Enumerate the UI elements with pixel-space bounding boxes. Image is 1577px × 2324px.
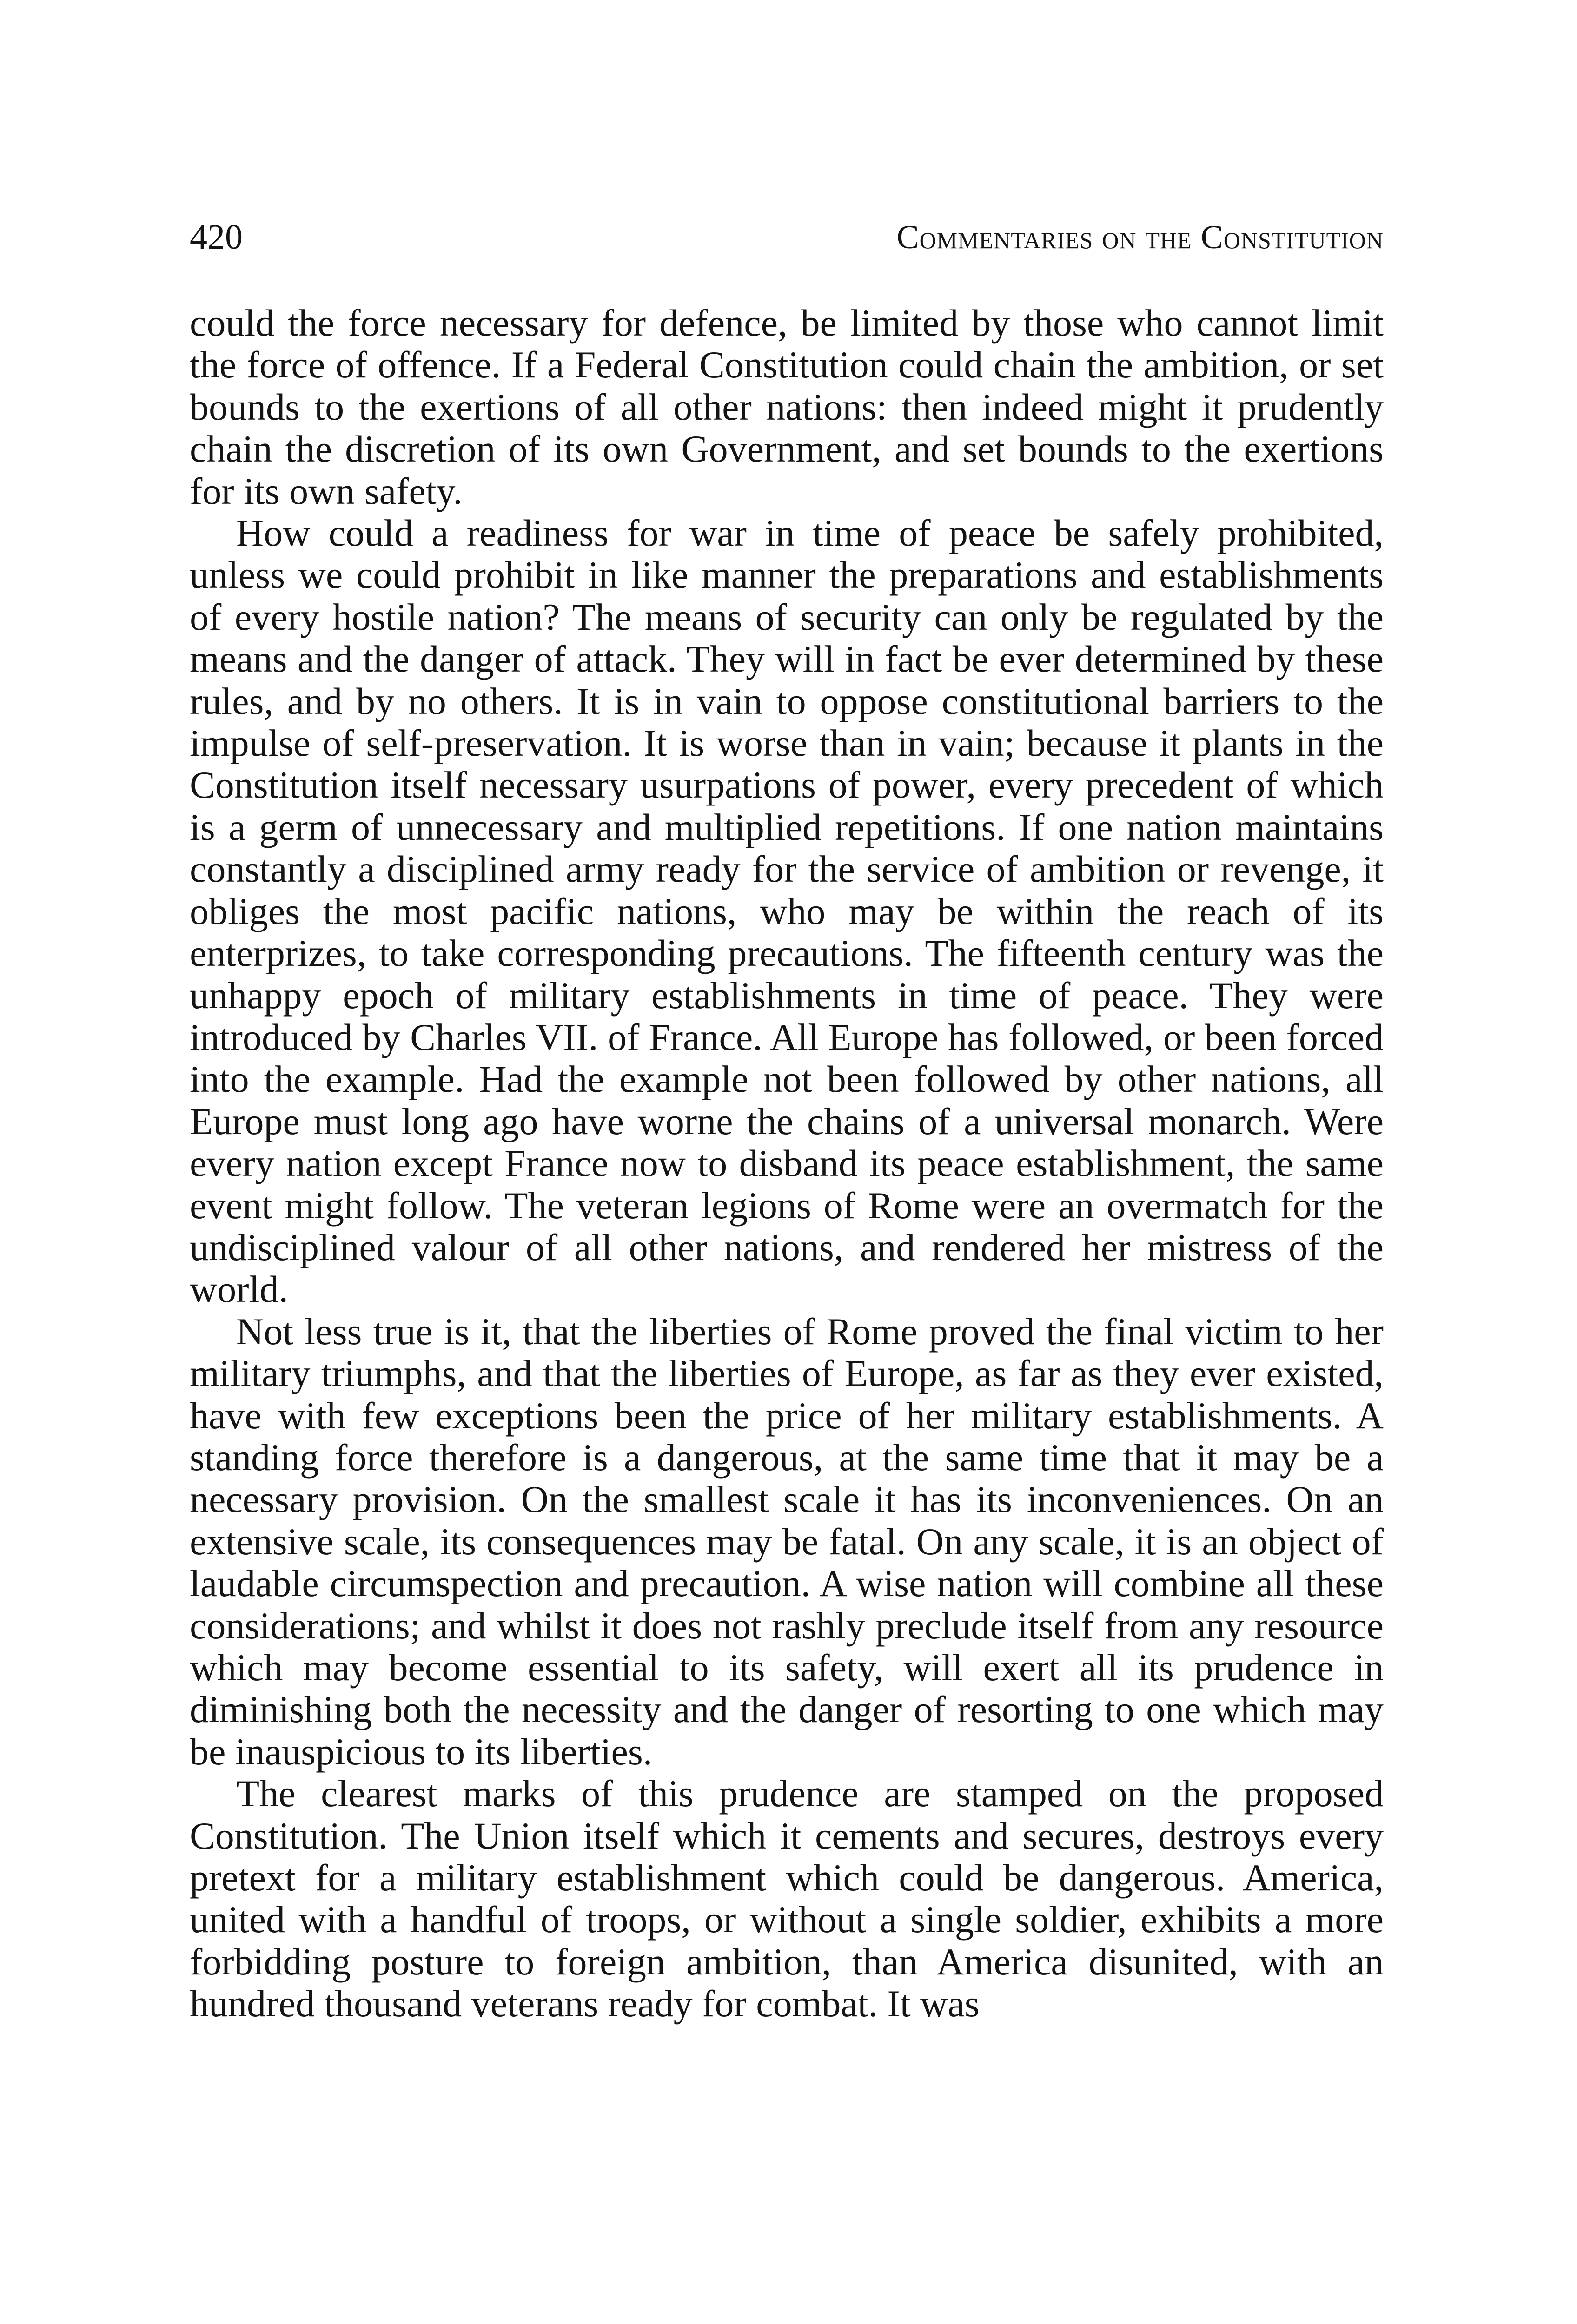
running-title: Commentaries on the Constitution — [896, 218, 1384, 256]
page-number: 420 — [190, 218, 243, 257]
paragraph: Not less true is it, that the liberties of Rome proved the final victim to her military triumphs, and that the liberties of Europe, as far as they ever existed, have with few exceptions been the price of her military establishments. A standing force therefore is a dangerous, at the same time that it may be a necessary provision. On the smallest scale it has its inconveniences. On an extensive scale, its consequences may be fatal. On any scale, it is an object of laudable circumspection and precaution. A wise nation will combine all these considerations; and whilst it does not rashly preclude itself from any resource which may become essential to its safety, will exert all its prudence in diminishing both the necessity and the danger of resorting to one which may be inauspicious to its liberties. — [190, 1310, 1384, 1773]
paragraph: The clearest marks of this prudence are stamped on the proposed Constitution. The Union itself which it cements and secures, destroys every pretext for a military establishment which could be dangerous. America, united with a handful of troops, or without a single soldier, exhibits a more forbidding posture to foreign ambition, than America disunited, with an hundred thousand veterans ready for combat. It was — [190, 1772, 1384, 2025]
body-text — [190, 302, 1384, 2025]
running-head — [190, 211, 1384, 263]
paragraph-continued: could the force necessary for defence, be limited by those who cannot limit the force of offence. If a Federal Constitution could chain the ambition, or set bounds to the exertions of all other nations: then indeed might it prudently chain the discretion of its own Government, and set bounds to the exertions for its own safety. — [190, 302, 1384, 512]
paragraph: How could a readiness for war in time of peace be safely prohibited, unless we could prohibit in like manner the preparations and establishments of every hostile nation? The means of security can only be regulated by the means and the danger of attack. They will in fact be ever determined by these rules, and by no others. It is in vain to oppose constitutional barriers to the impulse of self-preservation. It is worse than in vain; because it plants in the Constitution itself necessary usurpations of power, every precedent of which is a germ of unnecessary and multiplied repetitions. If one nation maintains constantly a disciplined army ready for the service of ambition or revenge, it obliges the most pacific nations, who may be within the reach of its enterprizes, to take corresponding precautions. The fifteenth century was the unhappy epoch of military establishments in time of peace. They were introduced by Charles VII. of France. All Europe has followed, or been forced into the example. Had the example not been followed by other nations, all Europe must long ago have worne the chains of a universal monarch. Were every nation except France now to disband its peace establishment, the same event might follow. The veteran legions of Rome were an overmatch for the undisciplined valour of all other nations, and rendered her mistress of the world. — [190, 512, 1384, 1311]
